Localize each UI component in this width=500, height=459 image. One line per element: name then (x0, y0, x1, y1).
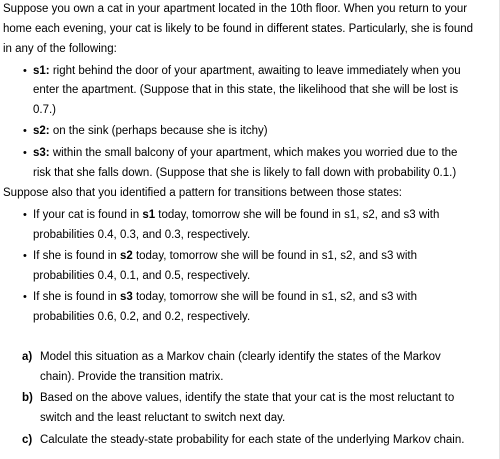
transition-state: s1 (142, 209, 156, 221)
transition-state: s3 (119, 291, 133, 303)
question-letter: b) (22, 392, 33, 404)
transition-item (33, 249, 417, 263)
transition-text: If your cat is found in (33, 209, 143, 221)
transition-state: s2 (119, 250, 133, 262)
question-text: Calculate the steady-state probability for each state of the underlying Markov chain. (40, 434, 465, 446)
bullet-icon: • (23, 65, 27, 77)
transition-text: If she is found in (33, 250, 120, 262)
transition-probabilities: probabilities 0.4, 0.3, and 0.3, respectively. (33, 229, 251, 241)
state-item (33, 146, 457, 160)
state-description: on the sink (perhaps because she is itchy) (49, 125, 268, 137)
intro-line: in any of the following: (3, 43, 117, 55)
bullet-icon: • (23, 250, 27, 262)
state-name: s3: (33, 147, 50, 159)
intro-line: home each evening, your cat is likely to be found in different states. Particularly, she is found (3, 23, 474, 35)
bullet-icon: • (23, 125, 27, 137)
question-letter: c) (22, 434, 33, 446)
state-description: within the small balcony of your apartment, which makes you worried due to the (49, 147, 458, 159)
state-description: 0.7.) (33, 104, 57, 116)
pattern-intro: Suppose also that you identified a pattern for transitions between those states: (3, 187, 402, 199)
transition-item (33, 290, 417, 304)
state-description: right behind the door of your apartment, awaiting to leave immediately when you (49, 65, 461, 77)
question-text: switch and the least reluctant to switch next day. (40, 412, 286, 424)
transition-item (33, 208, 439, 222)
question-letter: a) (22, 351, 33, 363)
bullet-icon: • (23, 209, 27, 221)
transition-probabilities: probabilities 0.4, 0.1, and 0.5, respectively. (33, 270, 251, 282)
question-text: Based on the above values, identify the state that your cat is the most reluctant to (40, 392, 455, 404)
transition-text: today, tomorrow she will be found in s1, s2, and s3 with (132, 250, 417, 262)
transition-text: today, tomorrow she will be found in s1, s2, and s3 with (155, 209, 440, 221)
question-text: chain). Provide the transition matrix. (40, 371, 224, 383)
transition-text: If she is found in (33, 291, 120, 303)
state-item (33, 124, 268, 138)
transition-text: today, tomorrow she will be found in s1, s2, and s3 with (132, 291, 417, 303)
state-description: risk that she falls down. (Suppose that she is likely to fall down with probability 0.1.) (33, 167, 457, 179)
state-description: enter the apartment. (Suppose that in this state, the likelihood that she will be lost is (33, 84, 459, 96)
state-name: s2: (33, 125, 50, 137)
intro-line: Suppose you own a cat in your apartment located in the 10th floor. When you return to your (3, 3, 468, 15)
bullet-icon: • (23, 291, 27, 303)
question-text: Model this situation as a Markov chain (clearly identify the states of the Markov (40, 351, 441, 363)
bullet-icon: • (23, 147, 27, 159)
transition-probabilities: probabilities 0.6, 0.2, and 0.2, respectively. (33, 311, 251, 323)
state-name: s1: (33, 65, 50, 77)
state-item (33, 64, 461, 78)
